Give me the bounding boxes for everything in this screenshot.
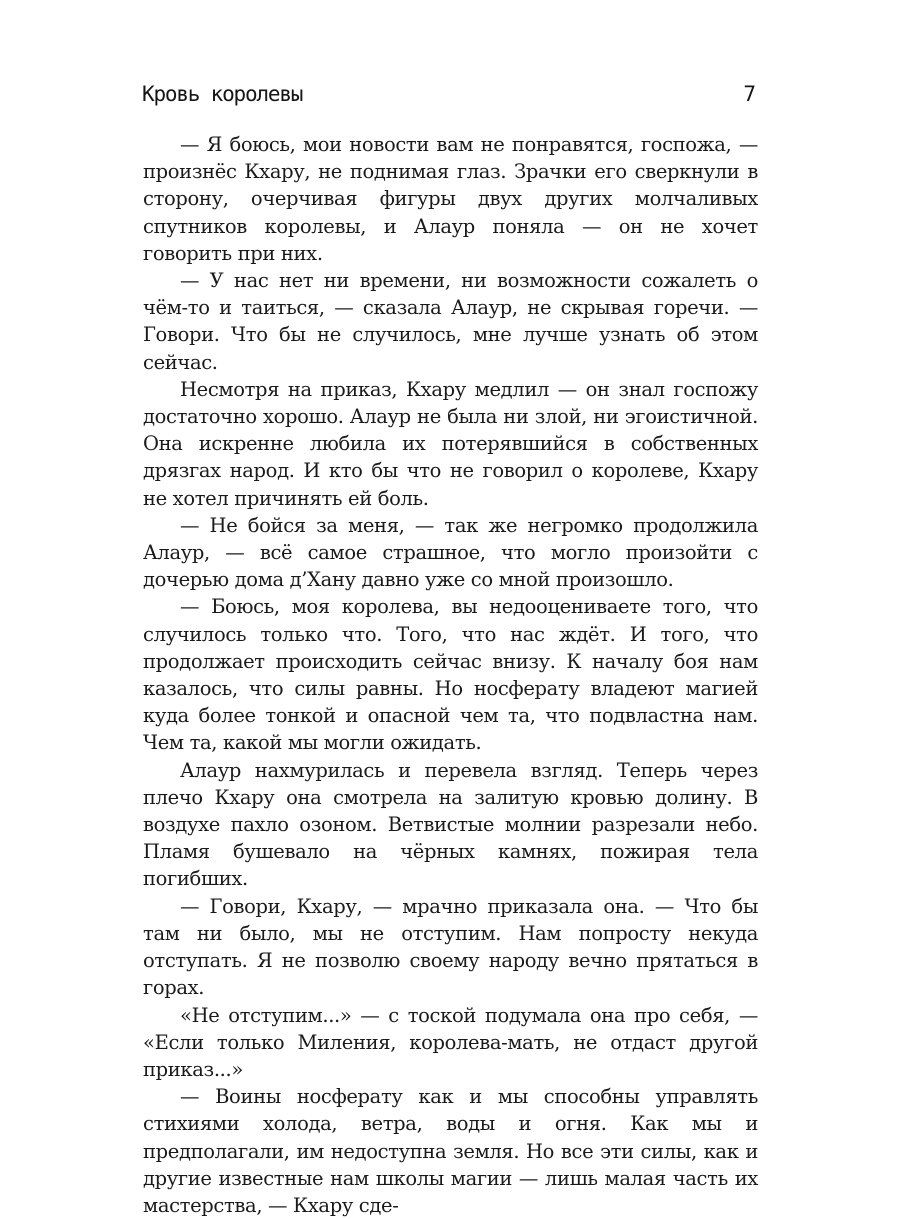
paragraph: — Я боюсь, мои новости вам не понравятся, госпожа, — произнёс Кхару, не поднимая глаз. Зрачки его сверкнули в сторону, очерчивая фигуры двух других молчаливых спутников королевы, и Алаур поняла — он не хочет говорить при них.: [143, 133, 758, 265]
paragraph: «Не отступим...» — с тоской подумала она про себя, — «Если только Миления, королева-мать, не отдаст другой приказ...»: [143, 1003, 758, 1081]
running-title: Кровь королевы: [142, 82, 303, 106]
paragraph: Алаур нахмурилась и перевела взгляд. Теперь через плечо Кхару она смотрела на залитую кровью долину. В воздухе пахло озоном. Ветвистые молнии разрезали небо. Пламя бушевало на чёрных камнях, пожирая тела погибших.: [143, 758, 758, 891]
paragraph: — У нас нет ни времени, ни возможности сожалеть о чём-то и таиться, — сказала Алаур, не скрывая горечи. — Говори. Что бы не случилось, мне лучше узнать об этом сейчас.: [143, 269, 758, 374]
paragraph: — Воины носферату как и мы способны управлять стихиями холода, ветра, воды и огня. Как мы и предполагали, им недоступна земля. Но все эти силы, как и другие известные нам школы магии — лишь малая часть их мастерства, — Кхару сде-: [143, 1085, 758, 1217]
paragraph: — Боюсь, моя королева, вы недооцениваете того, что случилось только что. Того, что нас ждёт. И того, что продолжает происходить сейчас внизу. К началу боя нам казалось, что силы равны. Но носферату владеют магией куда более тонкой и опасной чем та, что подвластна нам. Чем та, какой мы могли ожидать.: [143, 595, 758, 755]
paragraph: — Говори, Кхару, — мрачно приказала она. — Что бы там ни было, мы не отступим. Нам попросту некуда отступать. Я не позволю своему народу вечно прятаться в горах.: [143, 894, 758, 1000]
paragraph: — Не бойся за меня, — так же негромко продолжила Алаур, — всё самое страшное, что могло произойти с дочерью дома д’Хану давно уже со мной произошло.: [143, 513, 758, 592]
body-text: [143, 131, 758, 1219]
paragraph: Несмотря на приказ, Кхару медлил — он знал госпожу достаточно хорошо. Алаур не была ни злой, ни эгоистичной. Она искренне любила их потерявшийся в собственных дрязгах народ. И кто бы что не говорил о королеве, Кхару не хотел причинять ей боль.: [143, 377, 758, 510]
page-number: 7: [743, 82, 756, 106]
